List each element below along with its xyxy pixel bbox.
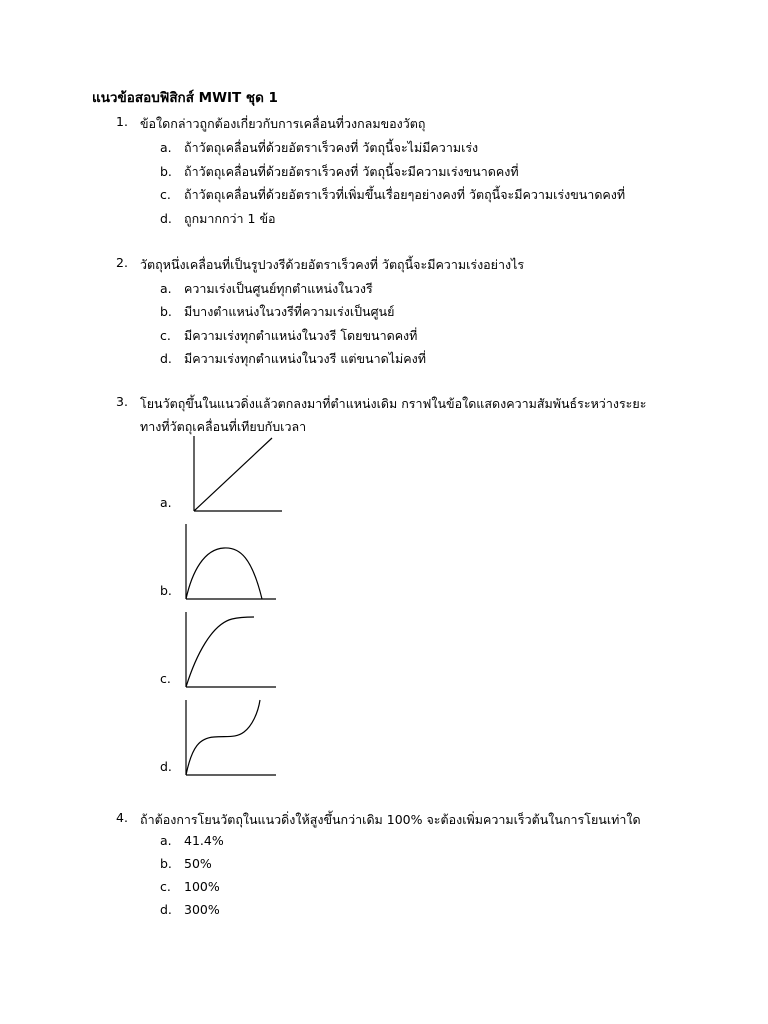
option-2d: d. มีความเร่งทุกตำแหน่งในวงรี แต่ขนาดไม่คงที่ [160,351,426,366]
option-1d: d. ถูกมากกว่า 1 ข้อ [160,211,276,226]
option-1c: c. ถ้าวัตถุเคลื่อนที่ด้วยอัตราเร็วที่เพิ่มขึ้นเรื่อยๆอย่างคงที่ วัตถุนี้จะมีความเร่งขนาดคงที่ [160,187,626,202]
question-text-line-1: โยนวัตถุขึ้นในแนวดิ่งแล้วตกลงมาที่ตำแหน่งเดิม กราฟในข้อใดแสดงความสัมพันธ์ระหว่างระยะ [140,396,647,411]
graph-option-3c [160,610,290,690]
option-4c: c. 100% [160,879,220,894]
option-label: b. [160,583,172,598]
option-1b: b. ถ้าวัตถุเคลื่อนที่ด้วยอัตราเร็วคงที่ วัตถุนี้จะมีความเร่งขนาดคงที่ [160,164,519,179]
option-4b: b. 50% [160,856,212,871]
option-label: c. [160,671,171,686]
graph-option-3d [160,698,290,778]
option-label: d. [160,759,172,774]
question-text: วัตถุหนึ่งเคลื่อนที่เป็นรูปวงรีด้วยอัตราเร็วคงที่ วัตถุนี้จะมีความเร่งอย่างไร [140,257,525,272]
graph-arch [182,522,287,602]
option-1a: a. ถ้าวัตถุเคลื่อนที่ด้วยอัตราเร็วคงที่ วัตถุนี้จะไม่มีความเร่ง [160,140,479,155]
page-title: แนวข้อสอบฟิสิกส์ MWIT ชุด 1 [92,90,278,106]
option-label: a. [160,495,172,510]
question-text: ข้อใดกล่าวถูกต้องเกี่ยวกับการเคลื่อนที่วงกลมของวัตถุ [140,116,426,131]
question-text-line-2: ทางที่วัตถุเคลื่อนที่เทียบกับเวลา [140,419,307,434]
question-number: 1. [116,114,128,129]
option-4d: d. 300% [160,902,220,917]
option-2b: b. มีบางตำแหน่งในวงรีที่ความเร่งเป็นศูนย์ [160,304,395,319]
option-4a: a. 41.4% [160,833,224,848]
graph-straight-line [182,434,287,514]
question-number: 2. [116,255,128,270]
graph-rising-plateau [182,610,287,690]
option-2c: c. มีความเร่งทุกตำแหน่งในวงรี โดยขนาดคงที่ [160,328,418,343]
graph-option-3b [160,522,290,602]
question-text: ถ้าต้องการโยนวัตถุในแนวดิ่งให้สูงขึ้นกว่าเดิม 100% จะต้องเพิ่มความเร็วต้นในการโยนเท่าใด [140,812,641,827]
question-number: 4. [116,810,128,825]
question-number: 3. [116,394,128,409]
graph-s-curve [182,698,287,778]
option-2a: a. ความเร่งเป็นศูนย์ทุกตำแหน่งในวงรี [160,281,373,296]
graph-option-3a [160,434,290,514]
